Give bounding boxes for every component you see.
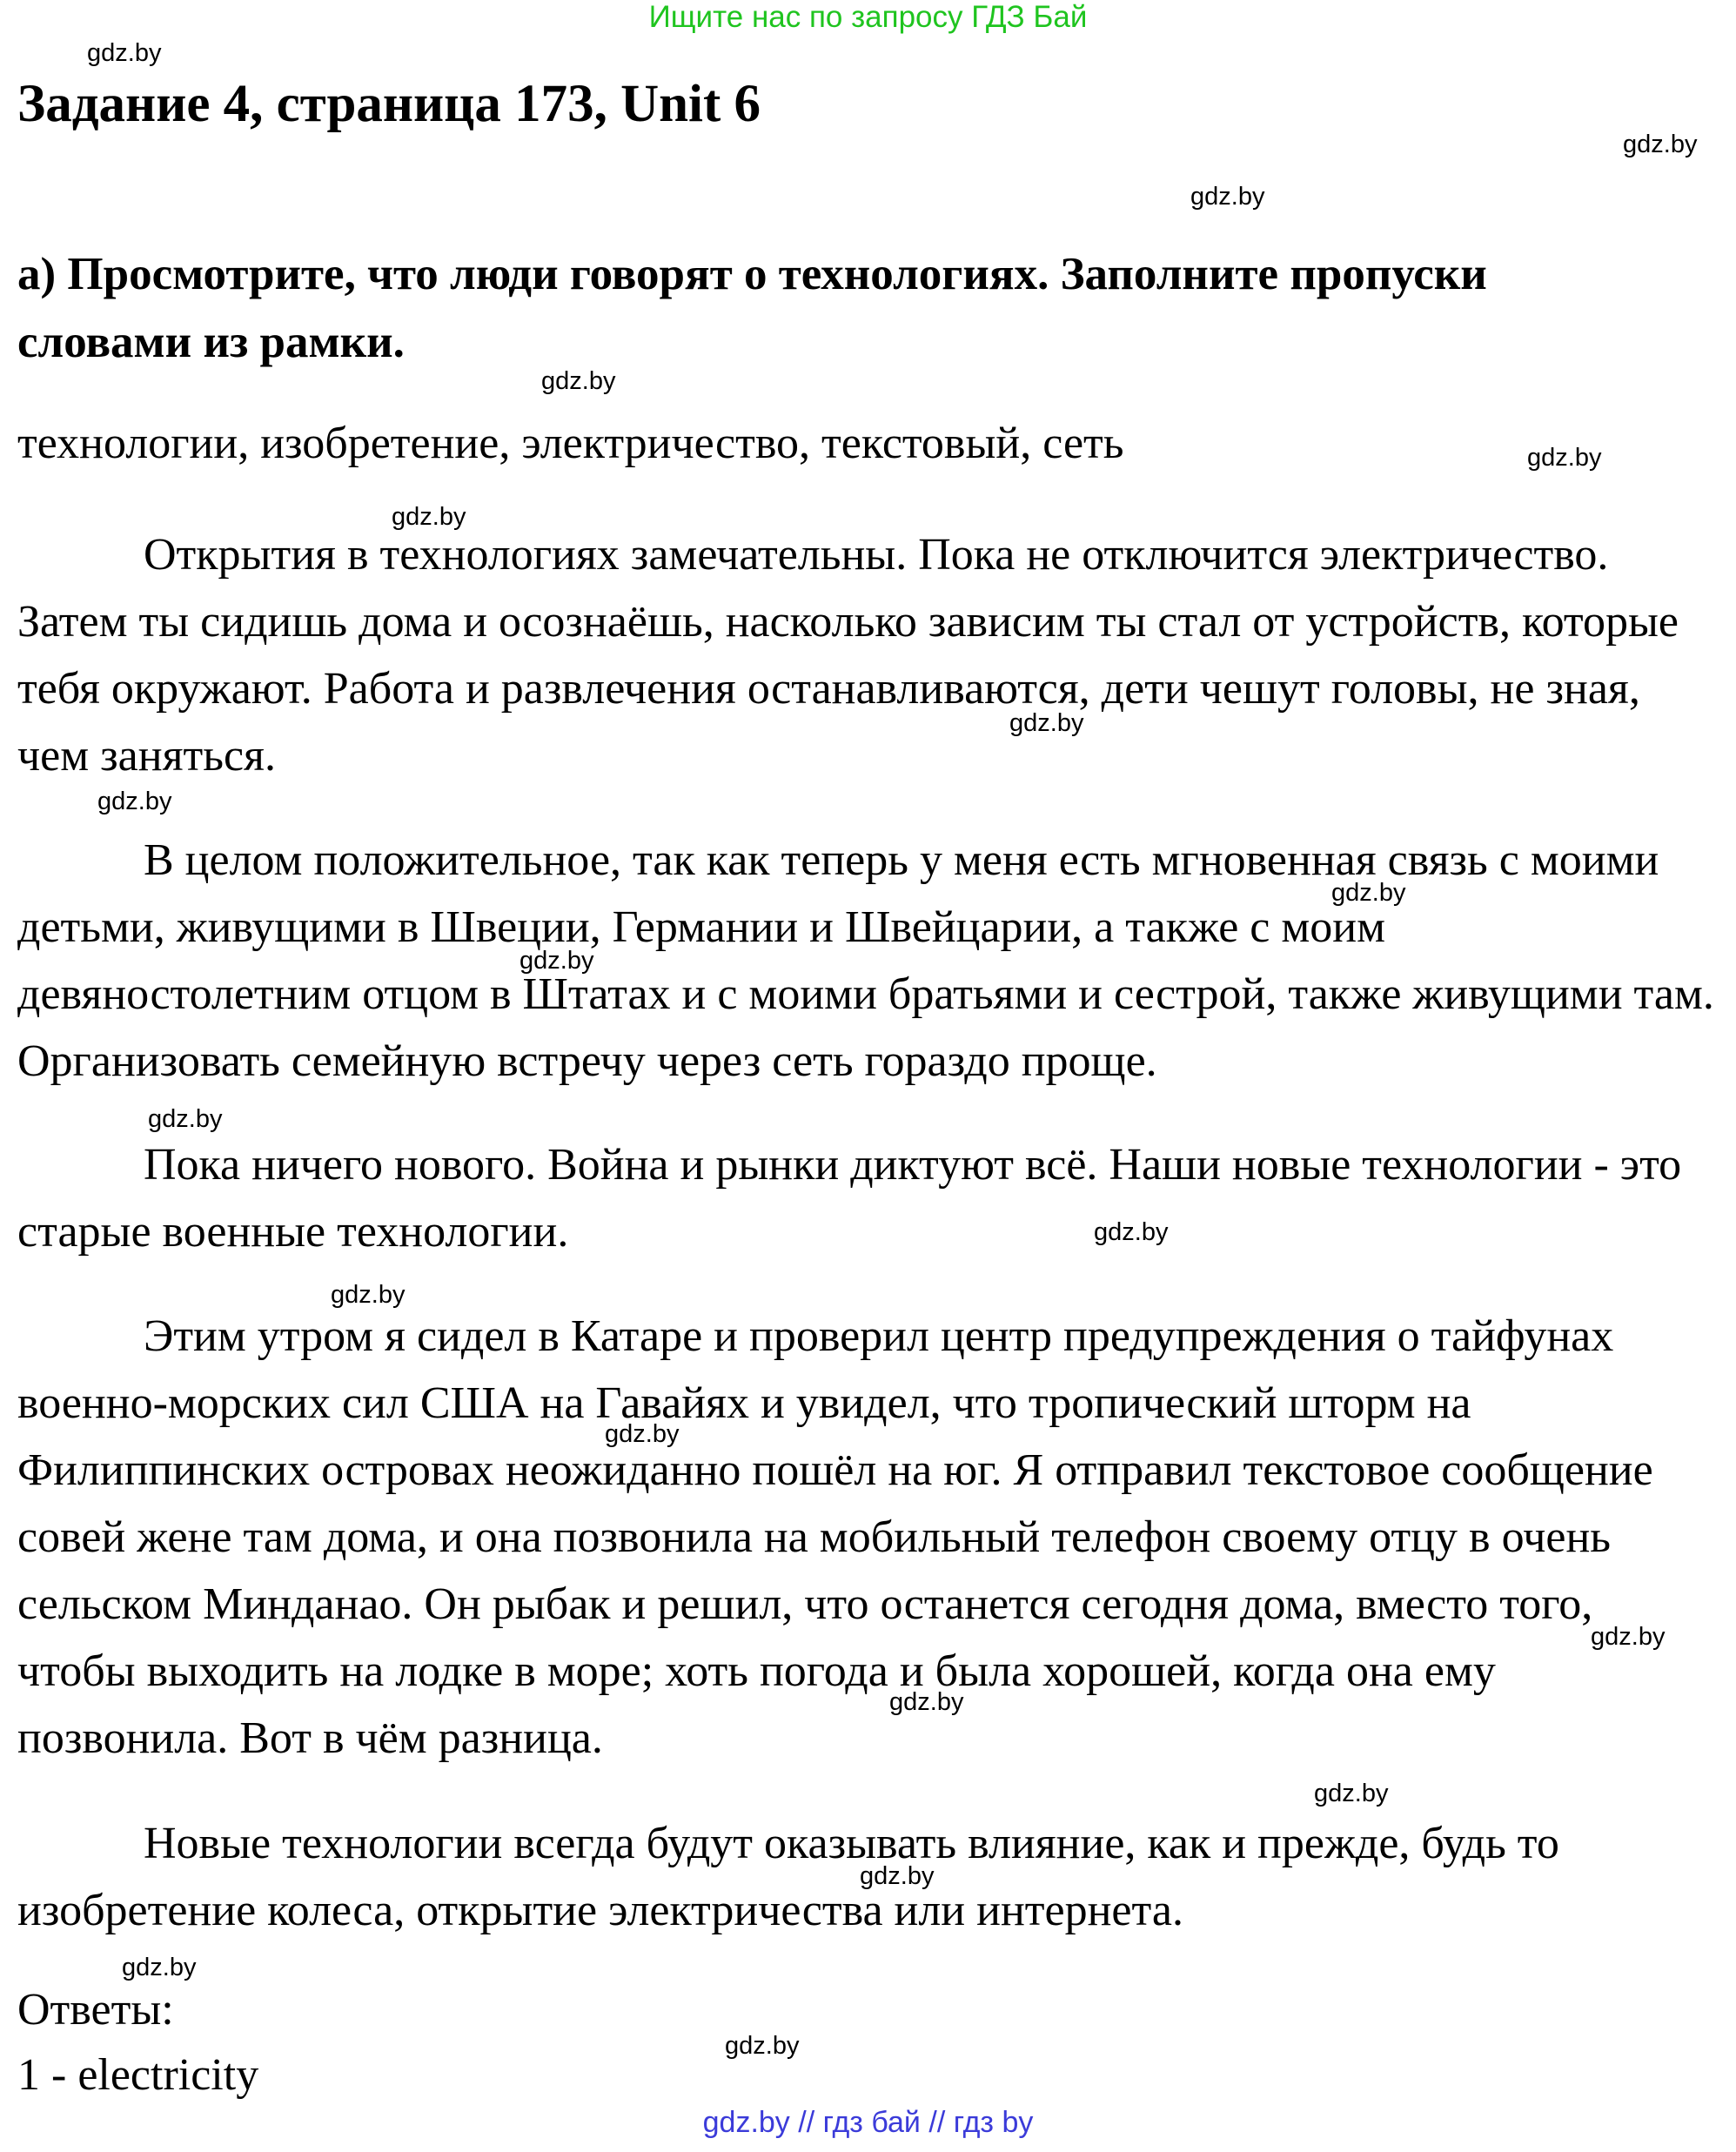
watermark: gdz.by bbox=[87, 39, 162, 67]
watermark: gdz.by bbox=[605, 1420, 680, 1448]
paragraph-1: Открытия в технологиях замечательны. Пока не отключится электричество. Затем ты сидишь дома и осознаёшь, насколько зависим ты стал от устройств, которые тебя окружают. Работа и развлечения останавливаются, дети чешут головы, не зная, чем заняться. bbox=[17, 530, 1679, 781]
watermark: gdz.by bbox=[331, 1281, 406, 1309]
answer-item: 1 - electricity bbox=[17, 2050, 259, 2100]
watermark: gdz.by bbox=[1314, 1780, 1389, 1807]
watermark: gdz.by bbox=[148, 1105, 223, 1133]
watermark: gdz.by bbox=[392, 503, 466, 531]
paragraph-4: Этим утром я сидел в Катаре и проверил центр предупреждения о тайфунах военно-морских сил США на Гавайях и увидел, что тропический шторм на Филиппинских островах неожиданно пошёл на юг. Я отправил текстовое сообщение совей жене там дома, и она позвонила на мобильный телефон своему отцу в очень сельском Минданао. Он рыбак и решил, что останется сегодня дома, вместо того, чтобы выходить на лодке в море; хоть погода и была хорошей, когда она ему позвонила. Вот в чём разница. bbox=[17, 1311, 1653, 1763]
footer-links[interactable]: gdz.by // гдз бай // гдз by bbox=[702, 2106, 1034, 2139]
page-title: Задание 4, страница 173, Unit 6 bbox=[17, 75, 761, 133]
watermark: gdz.by bbox=[122, 1954, 197, 1981]
paragraph-2: В целом положительное, так как теперь у меня есть мгновенная связь с моими детьми, живущими в Швеции, Германии и Швейцарии, а также с моим девяностолетним отцом в Штатах и с моими братьями и сестрой, также живущими там. Организовать семейную встречу через сеть гораздо проще. bbox=[17, 835, 1714, 1086]
watermark: gdz.by bbox=[1331, 879, 1406, 907]
watermark: gdz.by bbox=[97, 788, 172, 815]
watermark: gdz.by bbox=[1591, 1623, 1666, 1651]
watermark: gdz.by bbox=[519, 947, 594, 975]
task-instruction-line-1: a) Просмотрите, что люди говорят о технологиях. Заполните пропуски bbox=[17, 249, 1487, 299]
watermark: gdz.by bbox=[1009, 709, 1084, 737]
watermark: gdz.by bbox=[889, 1688, 964, 1716]
watermark: gdz.by bbox=[1190, 183, 1265, 211]
paragraph-5: Новые технологии всегда будут оказывать влияние, как и прежде, будь то изобретение колеса, открытие электричества или интернета. bbox=[17, 1819, 1559, 1935]
watermark: gdz.by bbox=[1623, 131, 1698, 158]
watermark: gdz.by bbox=[725, 2032, 800, 2060]
answers-label: Ответы: bbox=[17, 1985, 174, 2035]
word-box: технологии, изобретение, электричество, текстовый, сеть bbox=[17, 419, 1124, 468]
watermark: gdz.by bbox=[1094, 1218, 1169, 1246]
task-instruction-line-2: словами из рамки. bbox=[17, 317, 405, 367]
watermark: gdz.by bbox=[541, 367, 616, 395]
watermark: gdz.by bbox=[1527, 444, 1602, 472]
top-banner[interactable]: Ищите нас по запросу ГДЗ Бай bbox=[648, 0, 1088, 34]
paragraph-3: Пока ничего нового. Война и рынки диктуют всё. Наши новые технологии - это старые военные технологии. bbox=[17, 1140, 1682, 1257]
watermark: gdz.by bbox=[860, 1862, 935, 1890]
